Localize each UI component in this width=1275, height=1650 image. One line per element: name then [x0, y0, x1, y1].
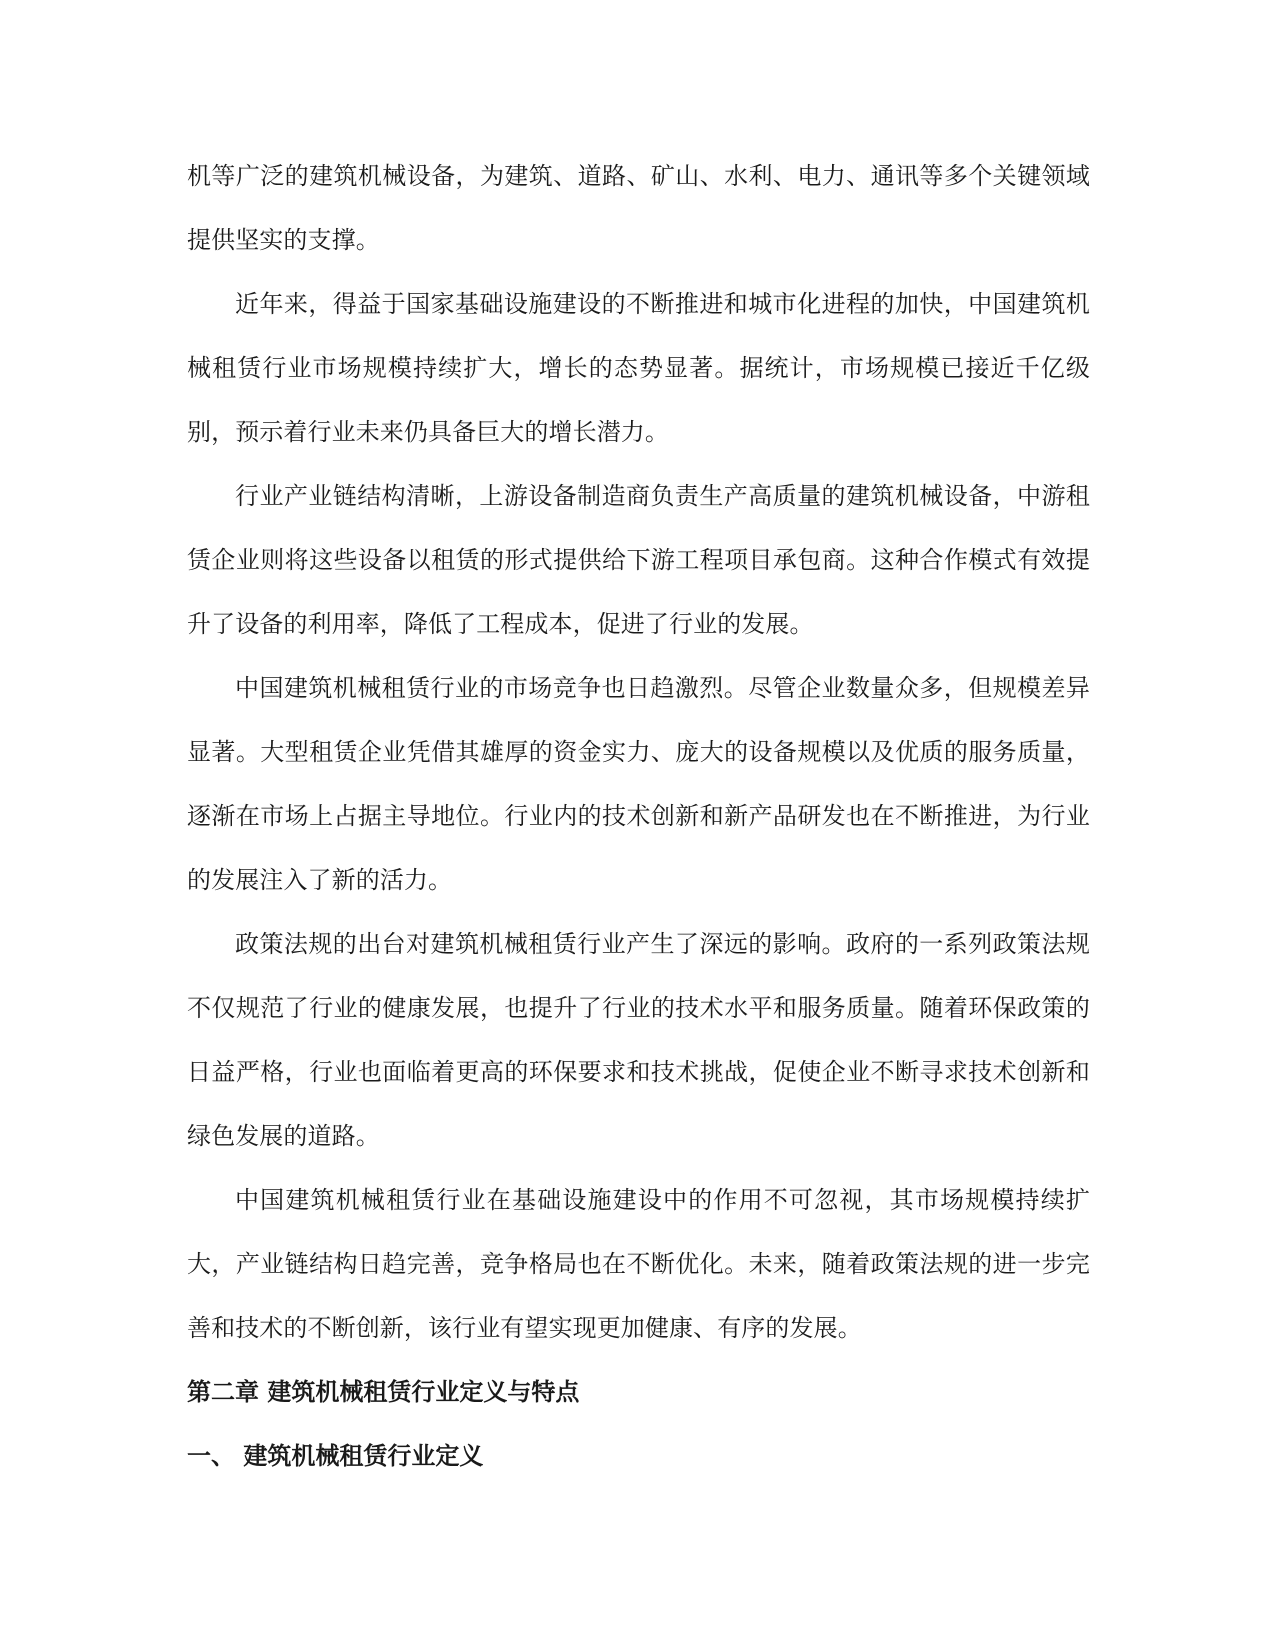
paragraph-market-growth: 近年来，得益于国家基础设施建设的不断推进和城市化进程的加快，中国建筑机械租赁行业市场规模持续扩大，增长的态势显著。据统计，市场规模已接近千亿级别，预示着行业未来仍具备巨大的增长潜力。	[187, 290, 1090, 446]
paragraph-summary: 中国建筑机械租赁行业在基础设施建设中的作用不可忽视，其市场规模持续扩大，产业链结构日趋完善，竞争格局也在不断优化。未来，随着政策法规的进一步完善和技术的不断创新，该行业有望实现更加健康、有序的发展。	[187, 1186, 1090, 1342]
paragraph-industry-chain: 行业产业链结构清晰，上游设备制造商负责生产高质量的建筑机械设备，中游租赁企业则将这些设备以租赁的形式提供给下游工程项目承包商。这种合作模式有效提升了设备的利用率，降低了工程成本，促进了行业的发展。	[187, 482, 1090, 638]
chapter-heading: 第二章 建筑机械租赁行业定义与特点	[187, 1378, 580, 1406]
section-heading: 一、 建筑机械租赁行业定义	[187, 1442, 484, 1470]
paragraph-competition: 中国建筑机械租赁行业的市场竞争也日趋激烈。尽管企业数量众多，但规模差异显著。大型租赁企业凭借其雄厚的资金实力、庞大的设备规模以及优质的服务质量，逐渐在市场上占据主导地位。行业内的技术创新和新产品研发也在不断推进，为行业的发展注入了新的活力。	[187, 674, 1090, 894]
document-body	[187, 144, 1090, 1488]
paragraph-policy: 政策法规的出台对建筑机械租赁行业产生了深远的影响。政府的一系列政策法规不仅规范了行业的健康发展，也提升了行业的技术水平和服务质量。随着环保政策的日益严格，行业也面临着更高的环保要求和技术挑战，促使企业不断寻求技术创新和绿色发展的道路。	[187, 930, 1090, 1150]
paragraph-continuation: 机等广泛的建筑机械设备，为建筑、道路、矿山、水利、电力、通讯等多个关键领域提供坚实的支撑。	[187, 162, 1090, 254]
